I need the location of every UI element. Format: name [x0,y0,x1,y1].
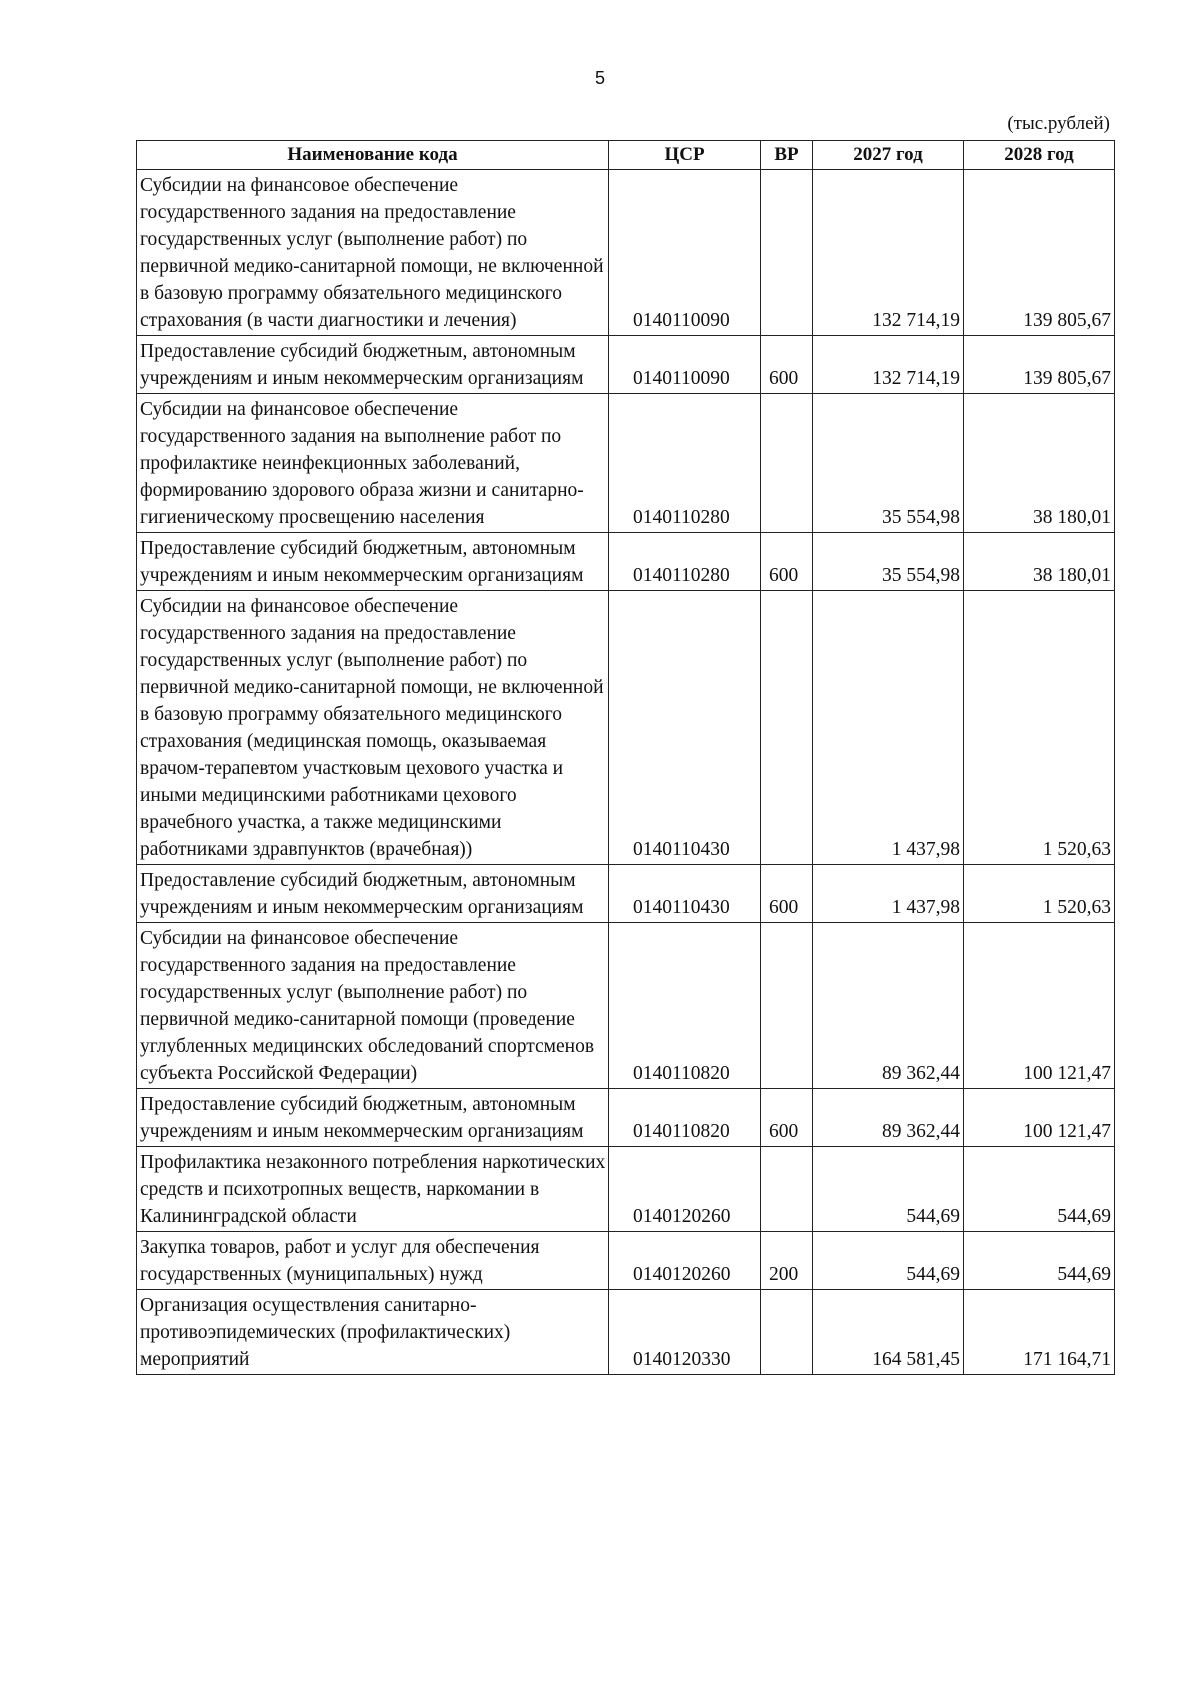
cell-2028: 1 520,63 [964,865,1115,923]
cell-2028: 139 805,67 [964,170,1115,336]
cell-name: Субсидии на финансовое обеспечение государственного задания на предоставление государственных услуг (выполнение работ) по первичной медико-санитарной помощи, не включенной в базовую программу обязательного медицинского страхования (медицинская помощь, оказываемая врачом-терапевтом участковым цехового участка и иными медицинскими работниками цехового врачебного участка, а также медицинскими работниками здравпунктов (врачебная)) [137,591,609,865]
cell-2028: 544,69 [964,1232,1115,1290]
cell-csr: 0140110280 [609,394,761,533]
table-row [137,865,1115,923]
cell-vr [761,1290,813,1375]
table-row [137,170,1115,336]
cell-2027: 132 714,19 [813,170,964,336]
header-2027: 2027 год [813,141,964,170]
cell-vr [761,591,813,865]
cell-csr: 0140110280 [609,533,761,591]
cell-vr: 600 [761,1089,813,1147]
cell-2027: 35 554,98 [813,533,964,591]
cell-csr: 0140120330 [609,1290,761,1375]
table-row [137,336,1115,394]
cell-name: Предоставление субсидий бюджетным, автономным учреждениям и иным некоммерческим организациям [137,1089,609,1147]
cell-2027: 89 362,44 [813,923,964,1089]
table-header-row [137,141,1115,170]
cell-2028: 139 805,67 [964,336,1115,394]
cell-vr [761,394,813,533]
cell-2027: 164 581,45 [813,1290,964,1375]
page-number: 5 [594,68,605,88]
cell-2027: 544,69 [813,1232,964,1290]
budget-table [136,140,1115,1375]
cell-2028: 38 180,01 [964,394,1115,533]
cell-vr [761,1147,813,1232]
cell-2028: 1 520,63 [964,591,1115,865]
cell-name: Предоставление субсидий бюджетным, автономным учреждениям и иным некоммерческим организациям [137,336,609,394]
cell-2028: 544,69 [964,1147,1115,1232]
header-name: Наименование кода [137,141,609,170]
cell-name: Закупка товаров, работ и услуг для обеспечения государственных (муниципальных) нужд [137,1232,609,1290]
cell-csr: 0140110820 [609,1089,761,1147]
table-row [137,591,1115,865]
cell-name: Профилактика незаконного потребления наркотических средств и психотропных веществ, наркомании в Калининградской области [137,1147,609,1232]
cell-2027: 544,69 [813,1147,964,1232]
cell-name: Субсидии на финансовое обеспечение государственного задания на предоставление государственных услуг (выполнение работ) по первичной медико-санитарной помощи, не включенной в базовую программу обязательного медицинского страхования (в части диагностики и лечения) [137,170,609,336]
table-row [137,1089,1115,1147]
header-2028: 2028 год [964,141,1115,170]
cell-name: Предоставление субсидий бюджетным, автономным учреждениям и иным некоммерческим организациям [137,533,609,591]
cell-csr: 0140120260 [609,1232,761,1290]
cell-2028: 100 121,47 [964,923,1115,1089]
cell-2027: 89 362,44 [813,1089,964,1147]
cell-2027: 132 714,19 [813,336,964,394]
cell-csr: 0140110430 [609,865,761,923]
cell-csr: 0140110820 [609,923,761,1089]
cell-2027: 35 554,98 [813,394,964,533]
cell-csr: 0140110090 [609,170,761,336]
cell-vr: 600 [761,533,813,591]
header-csr: ЦСР [609,141,761,170]
cell-name: Субсидии на финансовое обеспечение государственного задания на выполнение работ по профилактике неинфекционных заболеваний, формированию здорового образа жизни и санитарно-гигиеническому просвещению населения [137,394,609,533]
cell-vr: 200 [761,1232,813,1290]
cell-2028: 100 121,47 [964,1089,1115,1147]
table-row [137,1147,1115,1232]
table-row [137,923,1115,1089]
table-row [137,1232,1115,1290]
cell-csr: 0140110430 [609,591,761,865]
cell-name: Субсидии на финансовое обеспечение государственного задания на предоставление государственных услуг (выполнение работ) по первичной медико-санитарной помощи (проведение углубленных медицинских обследований спортсменов субъекта Российской Федерации) [137,923,609,1089]
cell-2028: 171 164,71 [964,1290,1115,1375]
table-row [137,1290,1115,1375]
cell-vr [761,170,813,336]
cell-vr: 600 [761,336,813,394]
cell-2027: 1 437,98 [813,865,964,923]
header-vr: ВР [761,141,813,170]
cell-2027: 1 437,98 [813,591,964,865]
cell-vr: 600 [761,865,813,923]
cell-name: Организация осуществления санитарно-противоэпидемических (профилактических) мероприятий [137,1290,609,1375]
cell-csr: 0140110090 [609,336,761,394]
table-row [137,533,1115,591]
cell-2028: 38 180,01 [964,533,1115,591]
cell-csr: 0140120260 [609,1147,761,1232]
cell-vr [761,923,813,1089]
table-row [137,394,1115,533]
units-label: (тыс.рублей) [1007,113,1110,134]
cell-name: Предоставление субсидий бюджетным, автономным учреждениям и иным некоммерческим организациям [137,865,609,923]
